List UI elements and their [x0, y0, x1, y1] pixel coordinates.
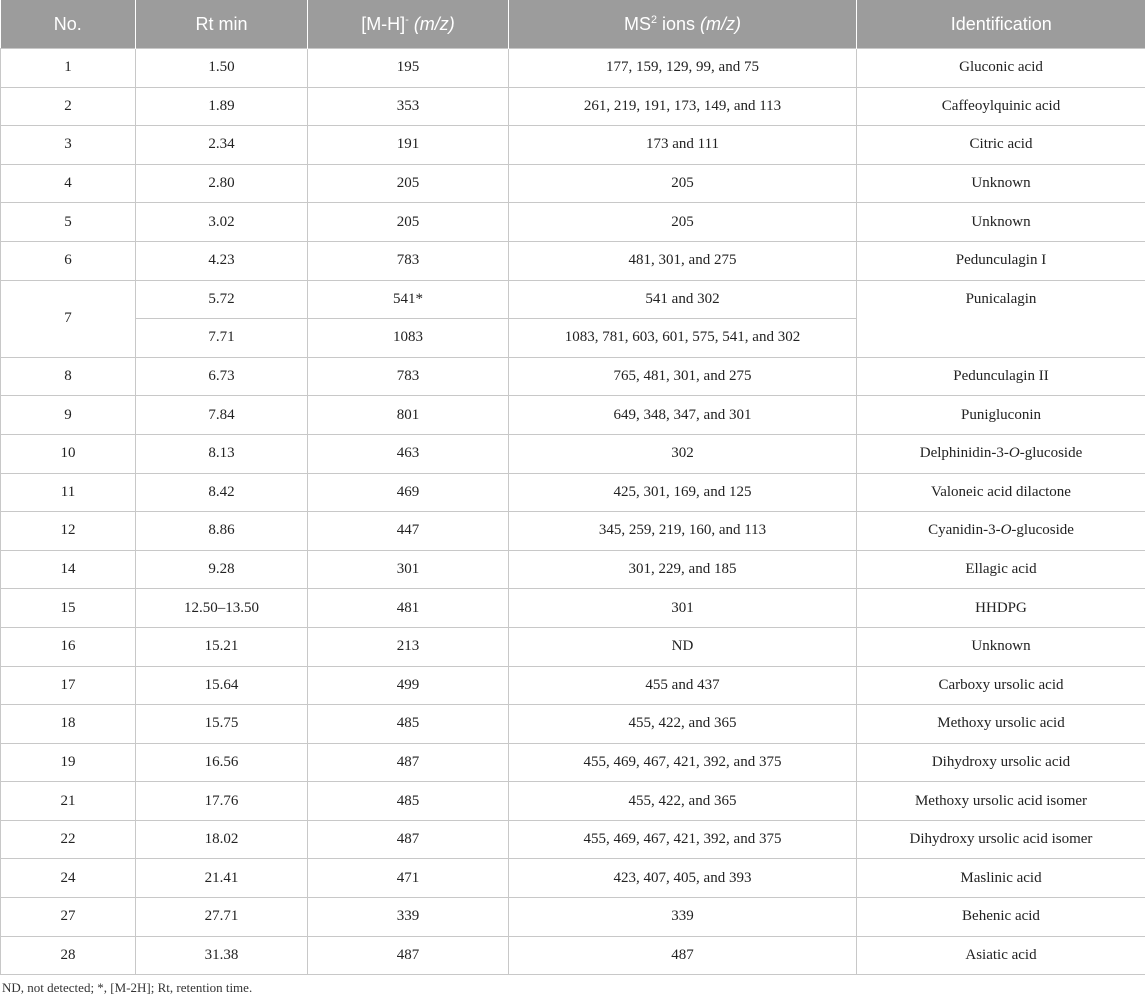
cell-ms2: 455, 469, 467, 421, 392, and 375 — [509, 820, 857, 859]
cell-identification: Methoxy ursolic acid — [857, 705, 1145, 744]
cell-identification: Caffeoylquinic acid — [857, 87, 1145, 126]
cell-rt: 9.28 — [136, 550, 308, 589]
cell-identification: Ellagic acid — [857, 550, 1145, 589]
cell-ms2: 481, 301, and 275 — [509, 241, 857, 280]
table-row — [1, 396, 1145, 435]
cell-mh: 471 — [308, 859, 509, 898]
cell-identification: Gluconic acid — [857, 49, 1145, 88]
cell-rt: 15.75 — [136, 705, 308, 744]
cell-ms2: ND — [509, 627, 857, 666]
cell-identification: Cyanidin-3-O-glucoside — [857, 512, 1145, 551]
cell-mh: 447 — [308, 512, 509, 551]
cell-no: 22 — [1, 820, 136, 859]
cell-identification: Punigluconin — [857, 396, 1145, 435]
cell-identification: Maslinic acid — [857, 859, 1145, 898]
cell-identification: Dihydroxy ursolic acid isomer — [857, 820, 1145, 859]
table-row — [1, 936, 1145, 975]
cell-no: 19 — [1, 743, 136, 782]
cell-no: 24 — [1, 859, 136, 898]
cell-no: 7 — [1, 280, 136, 357]
cell-ms2: 541 and 302 — [509, 280, 857, 319]
cell-no: 5 — [1, 203, 136, 242]
header-row — [1, 0, 1145, 49]
header-mh: [M-H]- (m/z) — [308, 0, 509, 49]
table-row — [1, 87, 1145, 126]
cell-mh: 485 — [308, 705, 509, 744]
cell-rt: 15.64 — [136, 666, 308, 705]
table-row — [1, 164, 1145, 203]
table-row — [1, 627, 1145, 666]
cell-mh: 487 — [308, 936, 509, 975]
table-row — [1, 241, 1145, 280]
cell-no: 10 — [1, 434, 136, 473]
cell-mh: 801 — [308, 396, 509, 435]
cell-ms2: 345, 259, 219, 160, and 113 — [509, 512, 857, 551]
cell-ms2: 205 — [509, 203, 857, 242]
cell-no: 15 — [1, 589, 136, 628]
cell-mh: 1083 — [308, 319, 509, 358]
cell-ms2: 423, 407, 405, and 393 — [509, 859, 857, 898]
cell-no: 12 — [1, 512, 136, 551]
table-row — [1, 705, 1145, 744]
cell-identification: Unknown — [857, 203, 1145, 242]
cell-rt: 8.42 — [136, 473, 308, 512]
table-row — [1, 743, 1145, 782]
cell-no: 16 — [1, 627, 136, 666]
cell-no: 8 — [1, 357, 136, 396]
cell-rt: 4.23 — [136, 241, 308, 280]
cell-no: 18 — [1, 705, 136, 744]
cell-mh: 783 — [308, 357, 509, 396]
cell-identification: Citric acid — [857, 126, 1145, 165]
cell-identification: Unknown — [857, 627, 1145, 666]
cell-mh: 541* — [308, 280, 509, 319]
cell-identification: Delphinidin-3-O-glucoside — [857, 434, 1145, 473]
table-row — [1, 550, 1145, 589]
table-row — [1, 357, 1145, 396]
cell-rt: 8.86 — [136, 512, 308, 551]
cell-mh: 353 — [308, 87, 509, 126]
cell-mh: 463 — [308, 434, 509, 473]
cell-mh: 481 — [308, 589, 509, 628]
cell-rt: 21.41 — [136, 859, 308, 898]
cell-rt: 17.76 — [136, 782, 308, 821]
cell-no: 1 — [1, 49, 136, 88]
cell-ms2: 765, 481, 301, and 275 — [509, 357, 857, 396]
cell-rt: 18.02 — [136, 820, 308, 859]
table-row — [1, 203, 1145, 242]
cell-identification: HHDPG — [857, 589, 1145, 628]
cell-mh: 783 — [308, 241, 509, 280]
cell-mh: 205 — [308, 203, 509, 242]
cell-mh: 469 — [308, 473, 509, 512]
header-rt: Rt min — [136, 0, 308, 49]
table-row — [1, 898, 1145, 937]
cell-mh: 487 — [308, 743, 509, 782]
cell-ms2: 205 — [509, 164, 857, 203]
cell-rt: 12.50–13.50 — [136, 589, 308, 628]
table-row — [1, 473, 1145, 512]
cell-no: 4 — [1, 164, 136, 203]
cell-identification: Pedunculagin I — [857, 241, 1145, 280]
cell-rt: 1.50 — [136, 49, 308, 88]
table-row — [1, 820, 1145, 859]
cell-ms2: 301, 229, and 185 — [509, 550, 857, 589]
cell-identification: Unknown — [857, 164, 1145, 203]
cell-ms2: 455, 422, and 365 — [509, 782, 857, 821]
cell-rt: 1.89 — [136, 87, 308, 126]
table-row — [1, 859, 1145, 898]
header-no: No. — [1, 0, 136, 49]
cell-identification: Valoneic acid dilactone — [857, 473, 1145, 512]
cell-ms2: 302 — [509, 434, 857, 473]
cell-identification: Methoxy ursolic acid isomer — [857, 782, 1145, 821]
cell-mh: 499 — [308, 666, 509, 705]
cell-mh: 213 — [308, 627, 509, 666]
cell-no: 27 — [1, 898, 136, 937]
cell-rt: 3.02 — [136, 203, 308, 242]
cell-no: 21 — [1, 782, 136, 821]
cell-ms2: 339 — [509, 898, 857, 937]
cell-identification: Pedunculagin II — [857, 357, 1145, 396]
cell-ms2: 173 and 111 — [509, 126, 857, 165]
cell-rt: 2.80 — [136, 164, 308, 203]
table-row — [1, 126, 1145, 165]
cell-no: 11 — [1, 473, 136, 512]
table-row — [1, 589, 1145, 628]
cell-mh: 205 — [308, 164, 509, 203]
cell-ms2: 301 — [509, 589, 857, 628]
cell-rt: 15.21 — [136, 627, 308, 666]
table-row — [1, 782, 1145, 821]
table-body — [1, 49, 1145, 975]
cell-ms2: 261, 219, 191, 173, 149, and 113 — [509, 87, 857, 126]
cell-mh: 487 — [308, 820, 509, 859]
cell-identification: Punicalagin — [857, 280, 1145, 357]
cell-rt: 16.56 — [136, 743, 308, 782]
cell-ms2: 455, 422, and 365 — [509, 705, 857, 744]
cell-mh: 339 — [308, 898, 509, 937]
cell-no: 2 — [1, 87, 136, 126]
header-ms2: $MS^2$ ions (m/z) — [509, 0, 857, 49]
cell-rt: 5.72 — [136, 280, 308, 319]
header-identification: Identification — [857, 0, 1145, 49]
cell-ms2: 425, 301, 169, and 125 — [509, 473, 857, 512]
cell-rt: 8.13 — [136, 434, 308, 473]
table-footnote: ND, not detected; *, [M-2H]; Rt, retention time. — [2, 980, 253, 995]
cell-rt: 31.38 — [136, 936, 308, 975]
cell-identification: Asiatic acid — [857, 936, 1145, 975]
table-row — [1, 666, 1145, 705]
cell-ms2: 455, 469, 467, 421, 392, and 375 — [509, 743, 857, 782]
table-row — [1, 512, 1145, 551]
cell-mh: 191 — [308, 126, 509, 165]
cell-rt: 7.71 — [136, 319, 308, 358]
cell-mh: 301 — [308, 550, 509, 589]
cell-identification: Behenic acid — [857, 898, 1145, 937]
cell-ms2: 1083, 781, 603, 601, 575, 541, and 302 — [509, 319, 857, 358]
cell-no: 28 — [1, 936, 136, 975]
cell-identification: Dihydroxy ursolic acid — [857, 743, 1145, 782]
cell-no: 14 — [1, 550, 136, 589]
cell-identification: Carboxy ursolic acid — [857, 666, 1145, 705]
cell-rt: 7.84 — [136, 396, 308, 435]
cell-no: 9 — [1, 396, 136, 435]
cell-rt: 27.71 — [136, 898, 308, 937]
cell-rt: 6.73 — [136, 357, 308, 396]
table-row — [1, 280, 1145, 319]
table-row — [1, 49, 1145, 88]
cell-mh: 195 — [308, 49, 509, 88]
cell-ms2: 487 — [509, 936, 857, 975]
cell-ms2: 455 and 437 — [509, 666, 857, 705]
cell-no: 17 — [1, 666, 136, 705]
table-row — [1, 434, 1145, 473]
cell-rt: 2.34 — [136, 126, 308, 165]
cell-no: 3 — [1, 126, 136, 165]
table-header — [1, 0, 1145, 49]
cell-ms2: 649, 348, 347, and 301 — [509, 396, 857, 435]
cell-mh: 485 — [308, 782, 509, 821]
cell-no: 6 — [1, 241, 136, 280]
cell-ms2: 177, 159, 129, 99, and 75 — [509, 49, 857, 88]
